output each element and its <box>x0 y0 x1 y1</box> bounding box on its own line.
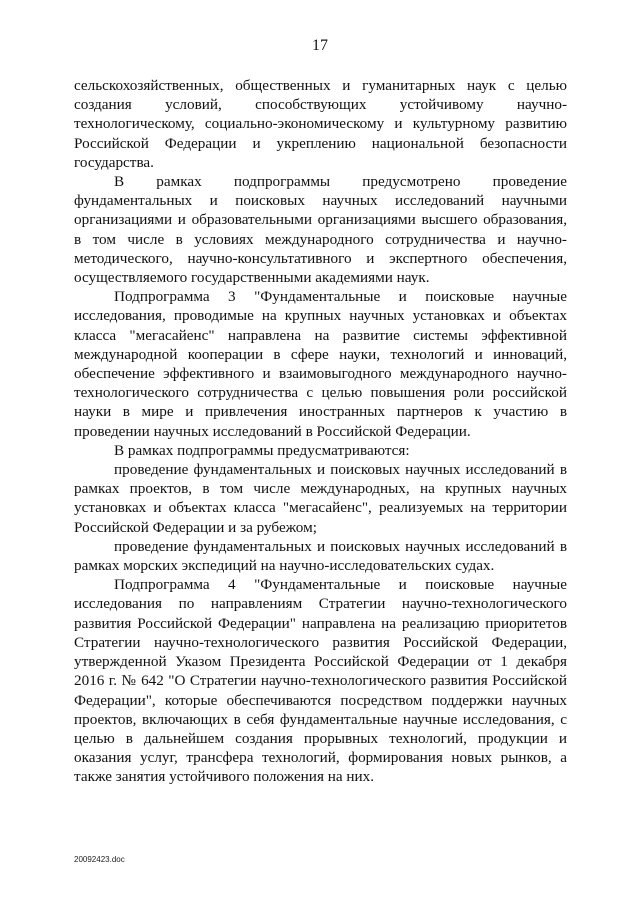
paragraph-3: Подпрограмма 3 "Фундаментальные и поисковые научные исследования, проводимые на крупных научных установках и объектах класса "мегасайенс" направлена на развитие системы эффективной международной кооперации в сфере науки, технологий и инноваций, обеспечение эффективного и взаимовыгодного международного научно-технологического сотрудничества с целью повышения роли российской науки в мире и привлечения иностранных партнеров к участию в проведении научных исследований в Российской Федерации. <box>74 288 567 440</box>
paragraph-6: проведение фундаментальных и поисковых научных исследований в рамках морских экспедиций на научно-исследовательских судах. <box>74 537 567 575</box>
paragraph-5: проведение фундаментальных и поисковых научных исследований в рамках проектов, в том числе международных, на крупных научных установках и объектах класса "мегасайенс", реализуемых на территории Российской Федерации и за рубежом; <box>74 461 567 536</box>
file-name-footer: 20092423.doc <box>74 855 125 864</box>
paragraph-4: В рамках подпрограммы предусматриваются: <box>114 441 410 459</box>
page-number: 17 <box>312 37 328 54</box>
paragraph-2: В рамках подпрограммы предусмотрено проведение фундаментальных и поисковых научных исследований научными организациями и образовательными организациями высшего образования, в том числе в условиях международного сотрудничества и научно-методического, научно-консультативного и экспертного обеспечения, осуществляемого государственными академиями наук. <box>74 173 567 287</box>
paragraph-7: Подпрограмма 4 "Фундаментальные и поисковые научные исследования по направлениям Стратегии научно-технологического развития Российской Федерации" направлена на реализацию приоритетов Стратегии научно-технологического развития Российской Федерации, утвержденной Указом Президента Российской Федерации от 1 декабря 2016 г. № 642 "О Стратегии научно-технологического развития Российской Федерации", которые обеспечиваются посредством поддержки научных проектов, включающих в себя фундаментальные научные исследования, с целью в дальнейшем создания прорывных технологий, продукции и оказания услуг, трансфера технологий, формирования новых рынков, а также занятия устойчивого положения на них. <box>74 576 567 786</box>
paragraph-1: сельскохозяйственных, общественных и гуманитарных наук с целью создания условий, способствующих устойчивому научно-технологическому, социально-экономическому и культурному развитию Российской Федерации и укреплению национальной безопасности государства. <box>74 77 567 171</box>
document-body <box>74 76 567 787</box>
